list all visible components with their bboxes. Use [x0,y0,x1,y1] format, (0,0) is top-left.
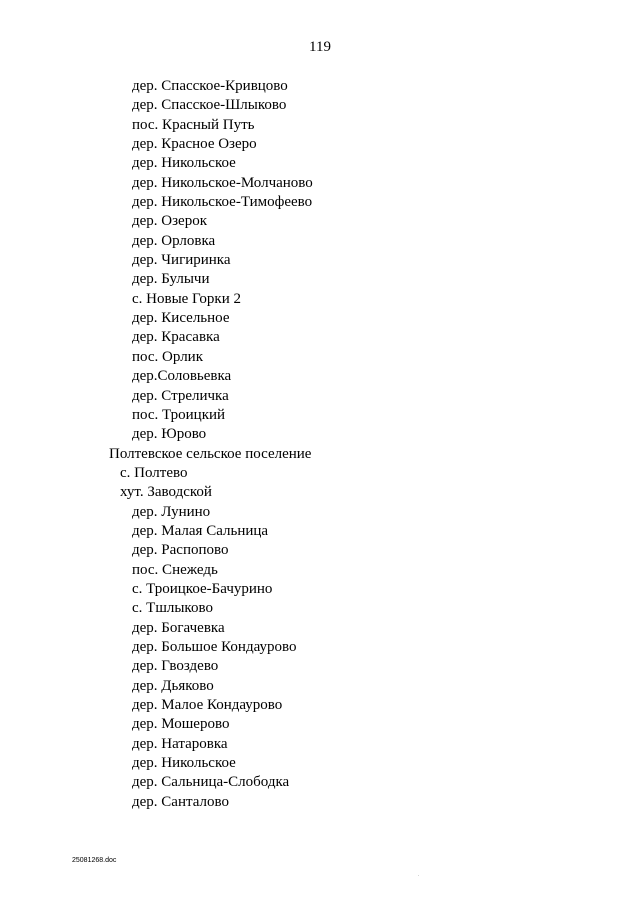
settlement-item: дер. Мошерово [132,716,230,733]
settlement-item: дер. Распопово [132,542,229,559]
settlement-item: дер. Булычи [132,271,210,288]
settlement-item: дер. Юрово [132,426,207,443]
settlement-item: дер. Натаровка [132,735,228,752]
settlement-group-heading: Полтевское сельское поселение [109,445,312,462]
settlement-item: хут. Заводской [120,484,212,501]
settlement-item: дер. Богачевка [132,619,225,636]
settlement-item: дер. Малое Кондаурово [132,697,283,713]
settlement-item: пос. Орлик [132,348,203,365]
settlement-item: дер. Орловка [132,232,216,249]
settlement-item: с. Троицкое-Бачурино [132,580,273,597]
settlement-item: дер. Лунино [132,503,211,520]
settlement-item: с. Тшлыково [132,600,213,617]
settlement-item: дер. Спасское-Шлыково [132,97,287,114]
settlement-item: дер. Стреличка [132,387,229,404]
settlement-item: дер. Никольское [132,755,236,772]
settlement-item: дер. Сальница-Слободка [132,774,290,791]
settlement-item: дер. Никольское-Молчаново [132,174,313,191]
settlement-item: дер. Красавка [132,329,220,346]
settlement-item: дер. Большое Кондаурово [132,638,297,655]
settlement-item: дер.Соловьевка [132,368,232,385]
settlement-item: дер. Озерок [132,213,207,230]
settlement-list [0,77,640,812]
page-number: 119 [309,39,331,55]
settlement-item: дер. Чигиринка [132,252,231,269]
settlement-item: пос. Троицкий [132,406,226,423]
settlement-item: дер. Санталово [132,793,229,810]
settlement-item: дер. Гвоздево [132,658,219,675]
settlement-item: пос. Красный Путь [132,116,255,133]
settlement-item: дер. Никольское [132,155,236,172]
settlement-item: дер. Малая Сальница [132,522,269,539]
settlement-item: с. Полтево [120,464,188,481]
settlement-item: дер. Кисельное [132,310,230,327]
settlement-item: дер. Никольское-Тимофеево [132,194,313,211]
settlement-item: пос. Снежедь [132,561,218,578]
settlement-item: дер. Спасское-Кривцово [132,78,288,94]
footer-mark: . [418,872,420,878]
footer-document-name: 25081268.doc [72,857,117,864]
settlement-item: дер. Красное Озеро [132,136,257,153]
settlement-item: с. Новые Горки 2 [132,290,241,307]
settlement-item: дер. Дьяково [132,677,214,694]
